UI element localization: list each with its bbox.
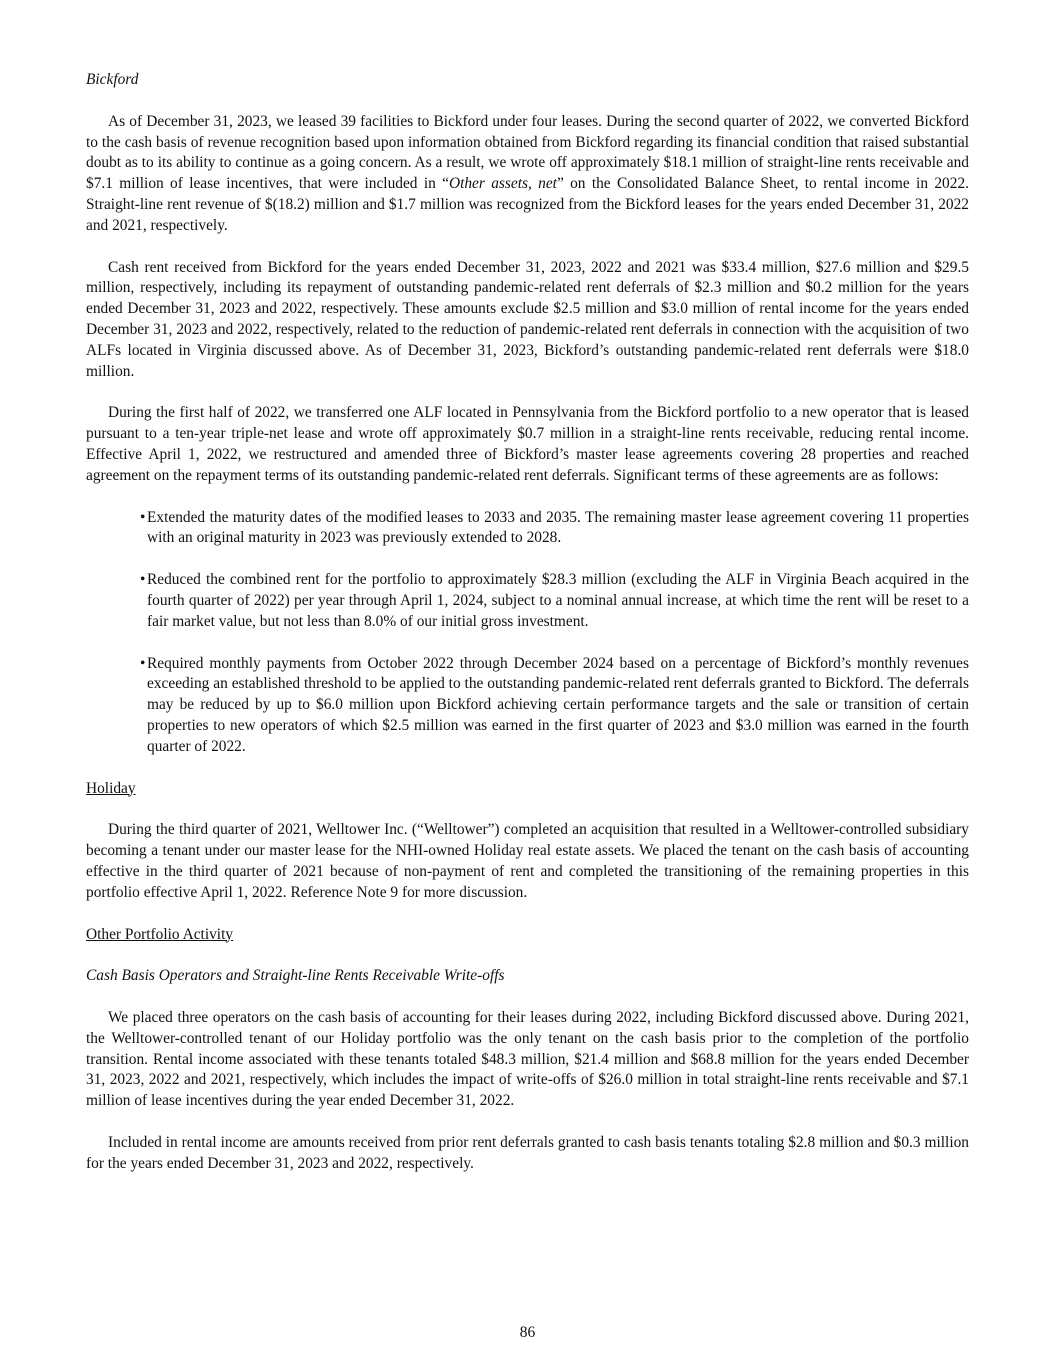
bickford-paragraph-1-text-a: As of December 31, 2023, we leased 39 facilities to Bickford under four leases. During the second quarter of 2022, we converted Bickford to the cash basis of revenue recognition based upon information obtained from Bickford regarding its financial condition that raised substantial doubt as to its ability to continue as a going concern. As a result, we wrote off approximately $18.1 million of straight-line rents receivable and $7.1 million of lease incentives, that were included in “ [86,112,969,193]
subheading-cash-basis: Cash Basis Operators and Straight-line Rents Receivable Write-offs [86,967,505,985]
bullet-text: Extended the maturity dates of the modified leases to 2033 and 2035. The remaining master lease agreement covering 11 properties with an original maturity in 2023 was previously extended to 2028. [147,508,969,547]
other-paragraph-1: We placed three operators on the cash basis of accounting for their leases during 2022, including Bickford discussed above. During 2021, the Welltower-controlled tenant of our Holiday portfolio was the only tenant on the cash basis prior to the completion of the portfolio transition. Rental income associated with these tenants totaled $48.3 million, $21.4 million and $68.8 million for the years ended December 31, 2023, 2022 and 2021, respectively, which includes the impact of write-offs of $26.0 million in total straight-line rents receivable and $7.1 million of lease incentives during the year ended December 31, 2022. [86,1009,969,1110]
other-paragraph-2: Included in rental income are amounts received from prior rent deferrals granted to cash basis tenants totaling $2.8 million and $0.3 million for the years ended December 31, 2023 and 2022, respectively. [86,1134,969,1172]
section-heading-holiday: Holiday [86,779,136,797]
bullet-item-2 [86,570,969,632]
bickford-paragraph-3: During the first half of 2022, we transferred one ALF located in Pennsylvania from the Bickford portfolio to a new operator that is leased pursuant to a ten-year triple-net lease and wrote off approximately $0.7 million in a straight-line rents receivable, reducing rental income. Effective April 1, 2022, we restructured and amended three of Bickford’s master lease agreements covering 28 properties and reached agreement on the repayment terms of its outstanding pandemic-related rent deferrals. Significant terms of these agreements are as follows: [86,404,969,484]
bullet-item-3 [86,654,969,758]
bullet-icon: • [140,508,146,526]
holiday-paragraph-1: During the third quarter of 2021, Welltower Inc. (“Welltower”) completed an acquisition that resulted in a Welltower-controlled subsidiary becoming a tenant under our master lease for the NHI-owned Holiday real estate assets. We placed the tenant on the cash basis of accounting effective in the third quarter of 2021 because of non-payment of rent and completed the transitioning of the remaining properties in this portfolio effective April 1, 2022. Reference Note 9 for more discussion. [86,821,969,901]
bullet-text: Required monthly payments from October 2022 through December 2024 based on a percentage of Bickford’s monthly revenues exceeding an established threshold to be applied to the outstanding pandemic-related rent deferrals granted to Bickford. The deferrals may be reduced by up to $6.0 million upon Bickford achieving certain performance targets and the sale or transition of certain properties to new operators of which $2.5 million was earned in the first quarter of 2023 and $3.0 million was earned in the fourth quarter of 2022. [147,654,969,755]
section-heading-bickford: Bickford [86,71,139,88]
bullet-item-1 [86,508,969,550]
bickford-paragraph-2: Cash rent received from Bickford for the years ended December 31, 2023, 2022 and 2021 was $33.4 million, $27.6 million and $29.5 million, respectively, including its repayment of outstanding pandemic-related rent deferrals of $2.3 million and $0.2 million for the years ended December 31, 2023 and 2022, respectively. These amounts exclude $2.5 million and $3.0 million of rental income for the years ended December 31, 2023 and 2022, respectively, related to the reduction of pandemic-related rent deferrals in connection with the acquisition of two ALFs located in Virginia discussed above. As of December 31, 2023, Bickford’s outstanding pandemic-related rent deferrals were $18.0 million. [86,258,969,380]
bullet-icon: • [140,571,146,589]
section-heading-other-portfolio: Other Portfolio Activity [86,925,234,943]
bickford-paragraph-1 [86,112,969,237]
bickford-paragraph-1-italic: Other assets, net [448,175,557,193]
bickford-paragraph-1-text-b: ” on the Consolidated Balance Sheet, to rental income in 2022. Straight-line rent revenue of $(18.2) million and $1.7 million was recognized from the Bickford leases for the years ended December 31, 2022 and 2021, respectively. [86,175,969,234]
bullet-text: Reduced the combined rent for the portfolio to approximately $28.3 million (excluding the ALF in Virginia Beach acquired in the fourth quarter of 2022) per year through April 1, 2024, subject to a nominal annual increase, at which time the rent will be reset to a fair market value, but not less than 8.0% of our initial gross investment. [147,571,969,630]
page-number: 86 [519,1324,536,1341]
document-page [86,70,969,1175]
bullet-icon: • [140,654,146,672]
